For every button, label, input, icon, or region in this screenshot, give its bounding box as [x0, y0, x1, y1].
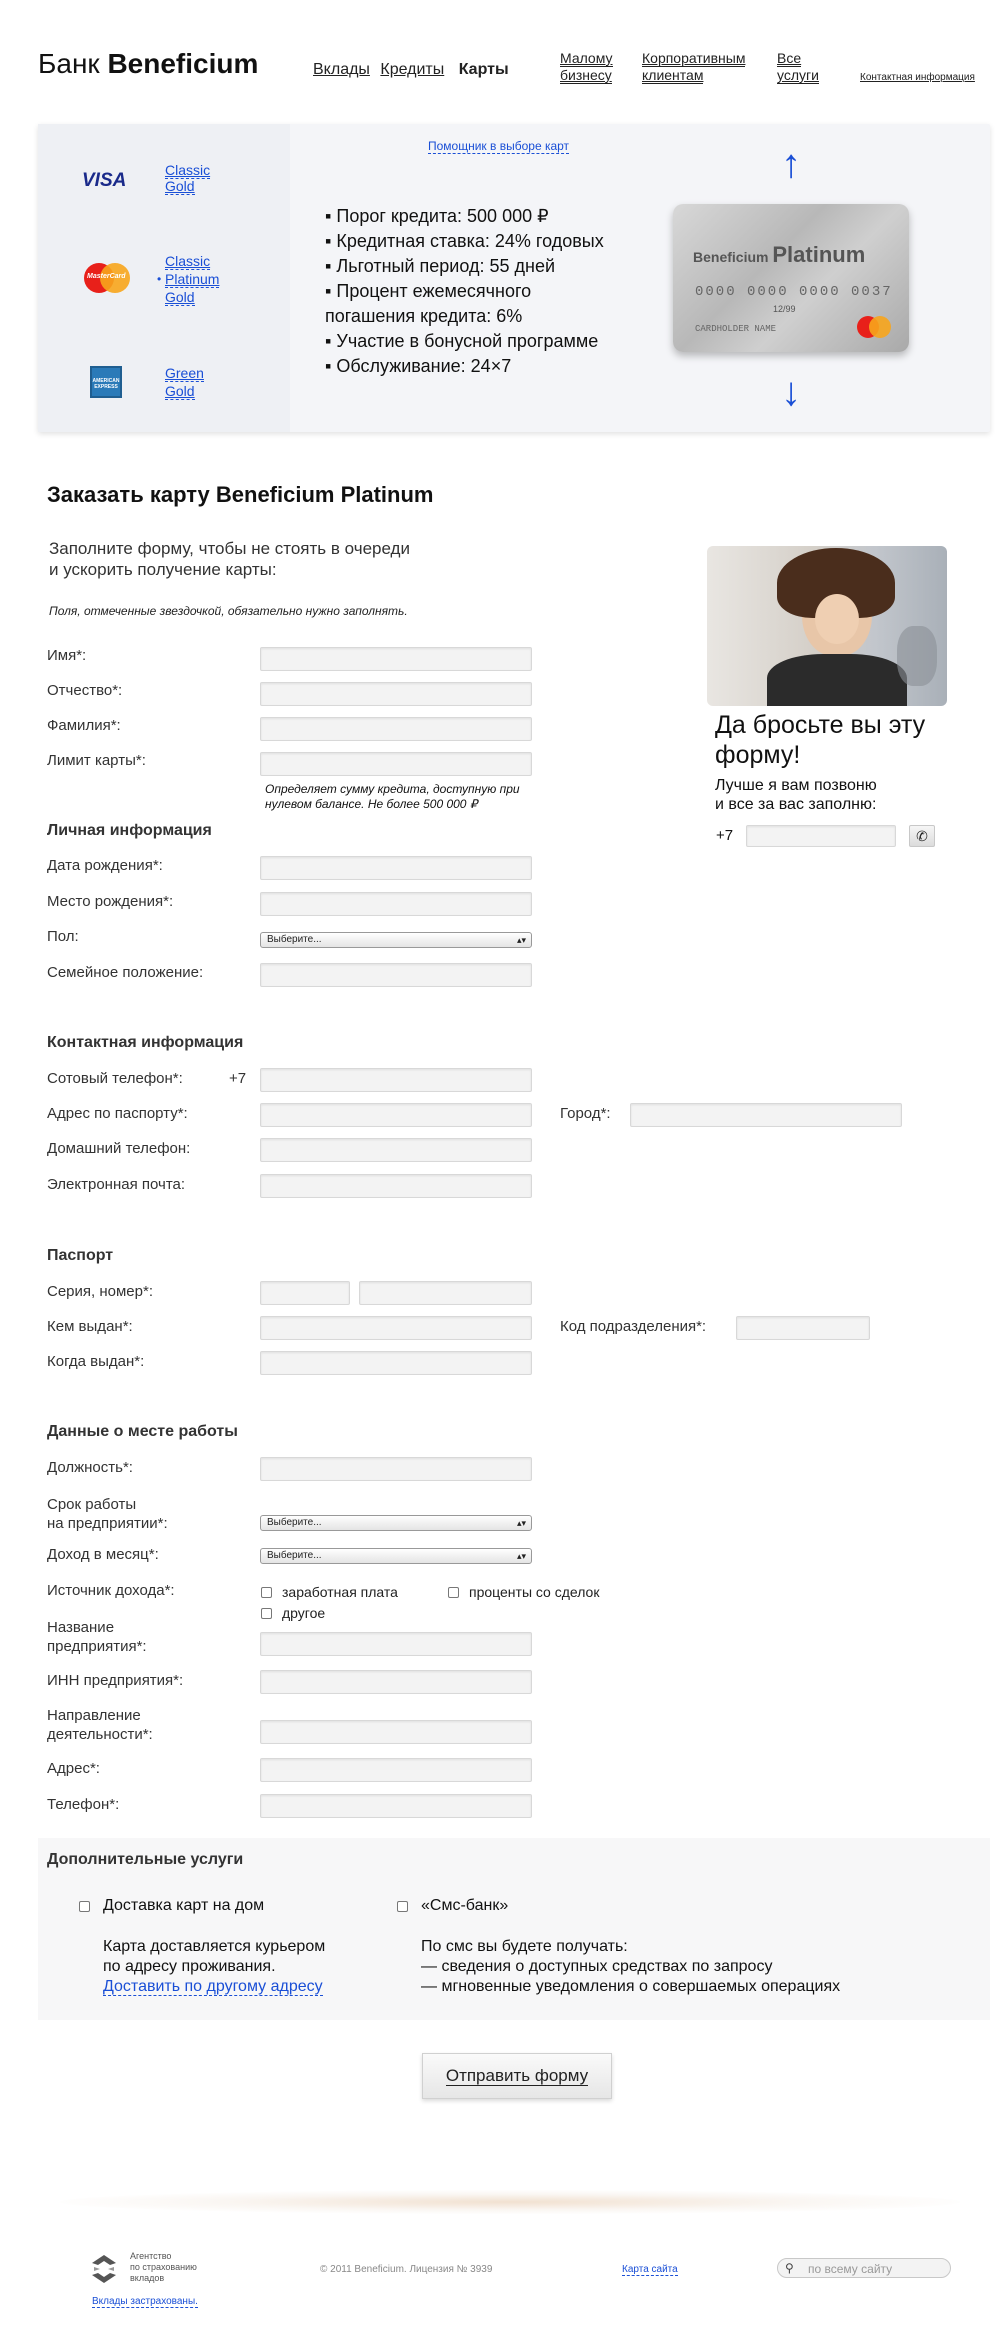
- nav-all-services-line2: услуги: [777, 67, 819, 83]
- surname-input[interactable]: [260, 717, 532, 741]
- city-label: Город*:: [560, 1105, 611, 1122]
- home-phone-label: Домашний телефон:: [47, 1140, 191, 1157]
- activity-label-line: деятельности*:: [47, 1726, 153, 1743]
- mastercard-logo-text: MasterCard: [87, 273, 126, 280]
- work-phone-label: Телефон*:: [47, 1796, 120, 1813]
- email-label: Электронная почта:: [47, 1176, 186, 1193]
- income-other-label: другое: [282, 1605, 326, 1621]
- callback-prefix: +7: [716, 827, 734, 844]
- dept-code-label: Код подразделения*:: [560, 1318, 707, 1335]
- income-select[interactable]: [260, 1548, 532, 1564]
- nav-deposits[interactable]: Вклады: [313, 61, 370, 78]
- income-deals-checkbox[interactable]: [448, 1587, 459, 1598]
- gender-select-value: Выберите...: [267, 934, 322, 945]
- feature-item: ▪ Обслуживание: 24×7: [325, 356, 512, 376]
- agency-name-line: вкладов: [130, 2273, 165, 2283]
- income-salary-label: заработная плата: [282, 1584, 398, 1600]
- delivery-label: Доставка карт на дом: [103, 1897, 265, 1914]
- card-name-line: Classic: [165, 253, 211, 269]
- dia-logo-icon: [88, 2253, 120, 2285]
- search-input-placeholder: по всему сайту: [808, 2262, 893, 2276]
- contact-section-title: Контактная информация: [47, 1034, 244, 1051]
- callback-title-line: Да бросьте вы эту: [715, 711, 926, 739]
- work-term-label-line: Срок работы: [47, 1496, 137, 1513]
- nav-small-business-line2: бизнесу: [560, 67, 612, 83]
- card-image-holder: CARDHOLDER NAME: [695, 324, 777, 334]
- nav-corporate-line2: клиентам: [642, 67, 704, 83]
- limit-hint-line: нулевом балансе. Не более 500 000 ₽: [265, 797, 478, 811]
- card-image-expiry: 12/99: [773, 304, 796, 314]
- card-image-tier: Platinum: [772, 242, 866, 267]
- name-label: Имя*:: [47, 647, 87, 664]
- mobile-input[interactable]: [260, 1068, 532, 1092]
- nav-cards[interactable]: Карты: [458, 61, 509, 78]
- surname-label: Фамилия*:: [47, 717, 121, 734]
- city-input[interactable]: [630, 1103, 902, 1127]
- submit-button[interactable]: [422, 2053, 612, 2099]
- callback-title-line: форму!: [715, 741, 801, 769]
- activity-input[interactable]: [260, 1720, 532, 1744]
- form-intro: [49, 538, 410, 580]
- passport-section-title: Паспорт: [47, 1247, 114, 1264]
- agency-name-line: Агентство: [130, 2251, 172, 2261]
- issued-by-input[interactable]: [260, 1316, 532, 1340]
- submit-button-label: Отправить форму: [445, 2066, 589, 2085]
- nav-small-business-line1: Малому: [560, 50, 613, 66]
- work-address-label: Адрес*:: [47, 1760, 100, 1777]
- gender-label: Пол:: [47, 928, 79, 945]
- card-features: [325, 204, 604, 379]
- card-image-number: 0000 0000 0000 0037: [695, 284, 893, 300]
- passport-number-input[interactable]: [359, 1281, 532, 1305]
- callback-title: [715, 710, 925, 770]
- sms-text-line: — сведения о доступных средствах по запросу: [421, 1958, 773, 1975]
- delivery-text: [103, 1937, 325, 1997]
- nav-corporate-line1: Корпоративным: [642, 50, 746, 66]
- nav-credits[interactable]: Кредиты: [380, 61, 445, 78]
- nav-all-services[interactable]: [777, 50, 819, 84]
- feature-item: ▪ Льготный период: 55 дней: [325, 256, 556, 276]
- callback-phone-button[interactable]: [909, 825, 935, 847]
- operator-photo: [707, 546, 947, 706]
- limit-input[interactable]: [260, 752, 532, 776]
- sms-text-line: По смс вы будете получать:: [421, 1938, 628, 1955]
- feature-item: погашения кредита: 6%: [325, 306, 523, 326]
- required-note: Поля, отмеченные звездочкой, обязательно нужно заполнять.: [49, 604, 408, 618]
- position-input[interactable]: [260, 1457, 532, 1481]
- card-name-line: Platinum: [165, 271, 220, 287]
- delivery-checkbox[interactable]: [79, 1901, 90, 1912]
- company-label: [47, 1618, 147, 1656]
- income-select-value: Выберите...: [267, 1550, 322, 1561]
- birth-date-input[interactable]: [260, 856, 532, 880]
- delivery-other-address-link[interactable]: Доставить по другому адресу: [103, 1978, 323, 1995]
- card-classic-gold-visa[interactable]: [165, 162, 210, 194]
- form-intro-line: Заполните форму, чтобы не стоять в очереди: [49, 539, 410, 558]
- inn-input[interactable]: [260, 1670, 532, 1694]
- arrow-down-icon[interactable]: ↓: [781, 370, 801, 414]
- home-phone-input[interactable]: [260, 1138, 532, 1162]
- issued-by-label: Кем выдан*:: [47, 1318, 133, 1335]
- agency-name-line: по страхованию: [130, 2262, 197, 2272]
- callback-phone-input[interactable]: [746, 825, 896, 847]
- work-term-select-value: Выберите...: [267, 1517, 322, 1528]
- select-arrows-icon: ▴▾: [516, 935, 526, 945]
- personal-section-title: Личная информация: [47, 822, 212, 839]
- income-label: Доход в месяц*:: [47, 1546, 159, 1563]
- select-arrows-icon: ▴▾: [516, 1518, 526, 1528]
- cards-list: [38, 124, 290, 432]
- mobile-label: Сотовый телефон*:: [47, 1070, 183, 1087]
- callback-text-line: Лучше я вам позвоню: [715, 777, 877, 794]
- main-nav: [313, 61, 509, 79]
- feature-item: ▪ Порог кредита: 500 000 ₽: [325, 206, 549, 226]
- limit-label: Лимит карты*:: [47, 752, 146, 769]
- company-label-line: Название: [47, 1619, 115, 1636]
- site-logo[interactable]: [38, 48, 258, 80]
- delivery-text-line: по адресу проживания.: [103, 1958, 276, 1975]
- sms-text-line: — мгновенные уведомления о совершаемых операциях: [421, 1978, 841, 1995]
- marital-input[interactable]: [260, 963, 532, 987]
- callback-text-line: и все за вас заполню:: [715, 796, 877, 813]
- company-label-line: предприятия*:: [47, 1638, 147, 1655]
- form-intro-line: и ускорить получение карты:: [49, 560, 277, 579]
- site-search[interactable]: [777, 2258, 951, 2278]
- patronymic-input[interactable]: [260, 682, 532, 706]
- amex-logo-icon: AMERICAN EXPRESS: [90, 366, 122, 398]
- email-input[interactable]: [260, 1174, 532, 1198]
- callback-text: [715, 776, 877, 814]
- card-name-line: Classic: [165, 162, 211, 178]
- contact-info-link[interactable]: Контактная информация: [860, 72, 975, 83]
- limit-hint-line: Определяет сумму кредита, доступную при: [265, 782, 520, 796]
- gender-select[interactable]: [260, 932, 532, 948]
- card-image-brand: Beneficium: [693, 249, 769, 265]
- income-source-label: Источник дохода*:: [47, 1582, 175, 1599]
- work-address-input[interactable]: [260, 1758, 532, 1782]
- position-label: Должность*:: [47, 1459, 133, 1476]
- card-name-line: Gold: [165, 383, 195, 399]
- agency-name: [130, 2251, 197, 2284]
- patronymic-label: Отчество*:: [47, 682, 123, 699]
- sms-bank-text: [421, 1937, 840, 1997]
- nav-corporate[interactable]: [642, 50, 745, 84]
- passport-series-input[interactable]: [260, 1281, 350, 1305]
- income-deals-label: проценты со сделок: [469, 1584, 600, 1600]
- marital-label: Семейное положение:: [47, 964, 204, 981]
- birth-date-label: Дата рождения*:: [47, 857, 163, 874]
- work-term-label: [47, 1495, 168, 1533]
- birth-place-label: Место рождения*:: [47, 893, 174, 910]
- card-classic-platinum-gold-mastercard[interactable]: [165, 252, 219, 306]
- extra-section-title: Дополнительные услуги: [47, 1851, 244, 1868]
- nav-all-services-line1: Все: [777, 50, 802, 66]
- inn-label: ИНН предприятия*:: [47, 1672, 184, 1689]
- select-arrows-icon: ▴▾: [516, 1551, 526, 1561]
- company-input[interactable]: [260, 1632, 532, 1656]
- mastercard-logo-icon: [84, 263, 130, 293]
- work-section-title: Данные о месте работы: [47, 1423, 238, 1440]
- phone-icon: ✆: [916, 828, 928, 844]
- logo-prefix: Банк: [38, 48, 100, 79]
- issued-date-label: Когда выдан*:: [47, 1353, 145, 1370]
- form-title: Заказать карту Beneficium Platinum: [47, 482, 434, 507]
- footer-shadow: [60, 2190, 960, 2214]
- card-name-line: Gold: [165, 289, 195, 305]
- card-helper-link[interactable]: Помощник в выборе карт: [428, 139, 570, 153]
- card-green-gold-amex[interactable]: [165, 364, 204, 400]
- selected-card-bullet: •: [157, 272, 162, 286]
- address-input[interactable]: [260, 1103, 532, 1127]
- activity-label: [47, 1706, 153, 1744]
- name-input[interactable]: [260, 647, 532, 671]
- series-label: Серия, номер*:: [47, 1283, 153, 1300]
- work-term-label-line: на предприятии*:: [47, 1515, 168, 1532]
- card-name-line: Green: [165, 365, 204, 381]
- card-name-line: Gold: [165, 178, 195, 194]
- income-other-checkbox[interactable]: [261, 1608, 272, 1619]
- dept-code-input[interactable]: [736, 1316, 870, 1340]
- search-icon: ⚲: [785, 2261, 794, 2275]
- feature-item: ▪ Участие в бонусной программе: [325, 331, 599, 351]
- arrow-up-icon[interactable]: ↑: [781, 142, 801, 186]
- income-salary-checkbox[interactable]: [261, 1587, 272, 1598]
- limit-hint: [265, 782, 520, 812]
- card-image-mastercard-icon: [857, 316, 891, 338]
- deposits-insured-link[interactable]: Вклады застрахованы.: [92, 2296, 198, 2307]
- visa-logo-icon: VISA: [82, 170, 127, 191]
- copyright: © 2011 Beneficium. Лицензия № 3939: [320, 2264, 493, 2275]
- activity-label-line: Направление: [47, 1707, 141, 1724]
- birth-place-input[interactable]: [260, 892, 532, 916]
- work-phone-input[interactable]: [260, 1794, 532, 1818]
- sms-bank-label: «Смс-банк»: [421, 1897, 509, 1914]
- work-term-select[interactable]: [260, 1515, 532, 1531]
- sitemap-link[interactable]: Карта сайта: [622, 2264, 678, 2275]
- address-label: Адрес по паспорту*:: [47, 1105, 188, 1122]
- mobile-prefix: +7: [229, 1070, 247, 1087]
- sms-bank-checkbox[interactable]: [397, 1901, 408, 1912]
- logo-brand: Beneficium: [107, 48, 259, 79]
- delivery-text-line: Карта доставляется курьером: [103, 1938, 326, 1955]
- platinum-card-image: [673, 204, 909, 352]
- feature-item: ▪ Кредитная ставка: 24% годовых: [325, 231, 604, 251]
- feature-item: ▪ Процент ежемесячного: [325, 281, 532, 301]
- issued-date-input[interactable]: [260, 1351, 532, 1375]
- nav-small-business[interactable]: [560, 50, 613, 84]
